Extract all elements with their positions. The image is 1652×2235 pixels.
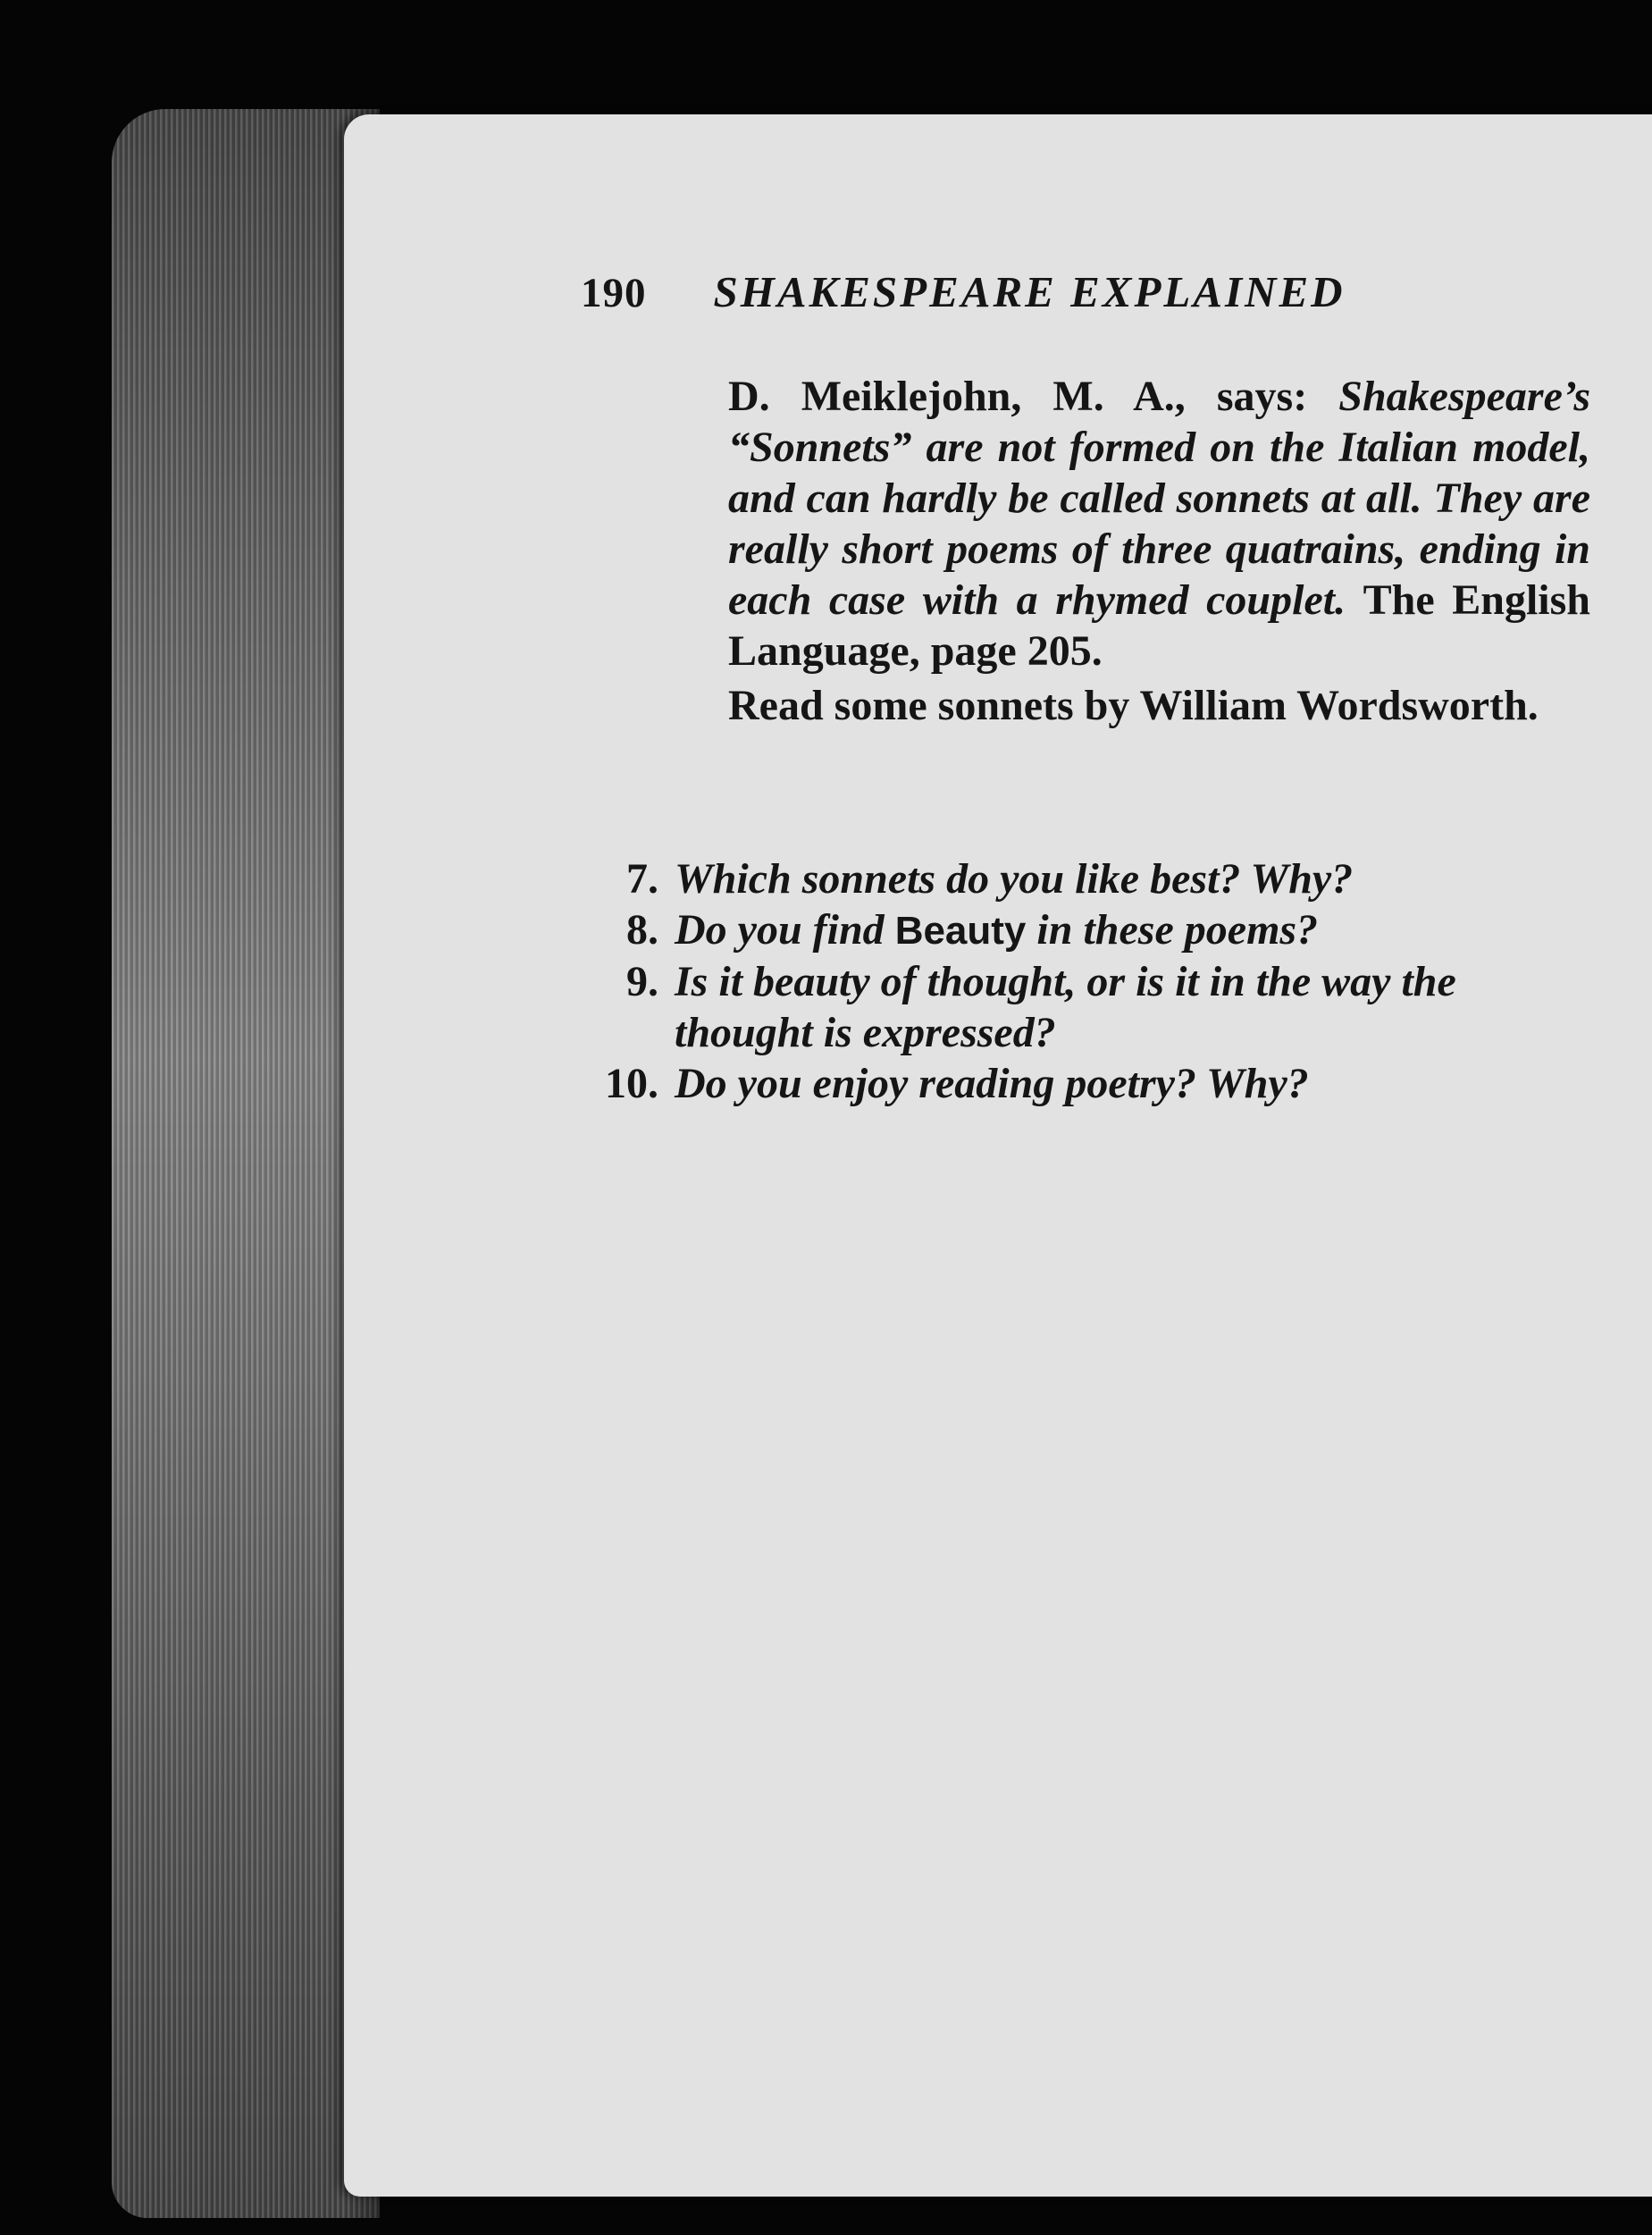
question-item [581,853,1590,904]
question-text-start: Do you find [675,906,885,954]
running-header [581,266,1346,329]
question-number: 8. [626,906,658,954]
question-number: 10. [605,1060,658,1107]
question-list [581,853,1590,1109]
question-text-end: in these poems? [1036,906,1319,954]
question-text [675,904,1590,956]
book-page-edges [112,109,380,2218]
question-emphasis: Beauty [894,909,1027,953]
question-text: Which sonnets do you like best? Why? [675,855,1354,903]
quotation-paragraph [728,371,1590,676]
quotation-block [728,371,1590,731]
question-text: Do you enjoy reading poetry? Why? [675,1060,1309,1107]
quotation-text: Shakespeare’s “Sonnets” are not formed on the Italian model, and can hardly be called sonnets at all. They are really short poems of three quatrains, ending in each case with a rhymed couplet. [728,373,1591,624]
question-number: 7. [626,855,658,903]
question-number: 9. [626,958,658,1005]
quotation-source: The English Language, page 205. [728,576,1590,675]
question-item [581,904,1590,956]
question-item [581,1058,1590,1109]
question-item [581,956,1590,1058]
page-number: 190 [581,270,647,316]
quotation-attribution: D. Meiklejohn, M. A., says: [728,373,1308,420]
question-text: Is it beauty of thought, or is it in the way the thought is expressed? [675,958,1456,1056]
instruction-text: Read some sonnets by William Wordsworth. [728,682,1539,729]
running-title: SHAKESPEARE EXPLAINED [713,267,1346,316]
